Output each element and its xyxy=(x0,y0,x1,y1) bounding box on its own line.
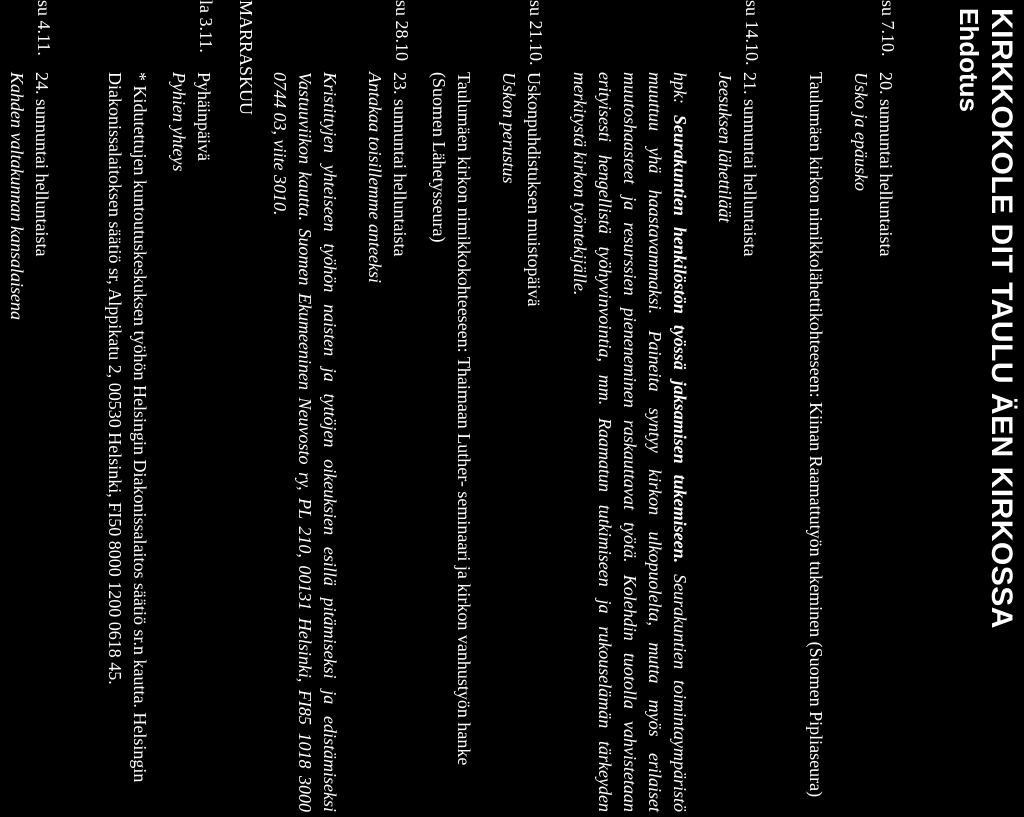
entry-day: 24. sunnuntai helluntaista xyxy=(32,72,52,257)
entry-body xyxy=(426,72,546,812)
appeal-title: Seurakuntien henkilöstön työssä jaksamisen tukemiseen. xyxy=(670,114,690,564)
entry-appeal xyxy=(567,72,692,812)
entry-day: 20. sunnuntai helluntaista xyxy=(876,72,896,257)
entry-note: * Kidutettujen kuntoutuskeskuksen työhön Helsingin Diakonissalaitos säätiö sr.n kautta. Helsingin Diakonissalaitoksen säätiö sr, Alppikatu 2, 00530 Helsinki, FI50 8000 1200 0618 45. xyxy=(105,72,150,783)
entry-date: la 3.11. xyxy=(196,0,216,53)
entry-body xyxy=(102,72,216,812)
entry-day: 21. sunnuntai helluntaista xyxy=(740,72,760,257)
entry-body xyxy=(803,72,898,812)
entry-theme: Pyhien yhteys xyxy=(169,72,189,172)
month-heading: MARRASKUU xyxy=(236,0,256,116)
entry-theme: Jeesuksen lähettiläät xyxy=(715,72,735,223)
entry-theme: Antakaa toisillemme anteeksi xyxy=(365,72,385,283)
entry-theme: Uskon perustus xyxy=(499,72,519,184)
entry-day: Pyhäinpäivä xyxy=(194,72,214,161)
entry-note: Taulumäen kirkon nimikkolähettikohteeseen: Kiinan Raamattutyön tukeminen (Suomen Pipliaseura) xyxy=(806,72,826,798)
entry-date: su 28.10 xyxy=(392,0,412,62)
entry-appeal: Kristittyjen yhteiseen työhön naisten ja tyttöjen oikeuksien esillä pitämiseksi ja edistämiseksi Vastuuviikon kautta. Suomen Ekumeeninen Neuvosto ry, PL 210, 00131 Helsinki, FI85 1018 3000 0744 03, viite 3010. xyxy=(270,72,340,812)
entry-theme: Usko ja epäusko xyxy=(851,72,871,191)
entry-date: su 14.10. xyxy=(742,0,762,66)
entry-theme: Kahden valtakunnan kansalaisena xyxy=(7,72,27,320)
entry-date: su 21.10. xyxy=(526,0,546,66)
entry-date: su 4.11. xyxy=(34,0,54,56)
entry-day: 23. sunnuntai helluntaista xyxy=(390,72,410,257)
entry-date: su 7.10. xyxy=(878,0,898,57)
entry-body xyxy=(267,72,412,812)
page-title: KIRKKOKOLE DIT TAULU ÄEN KIRKOSSA xyxy=(985,8,1018,629)
entry-body xyxy=(4,72,54,812)
appeal-text: Seurakuntien toimintaympäristö muuttuu yhä haastavammaksi. Paineita syntyy kirkon ulkopuolelta, mutta myös erilaiset muutoshaasteet ja resurssien pieneneminen raskauttavat työtä. Kolehdin tuotolla vahvistetaan erityisesti hengellistä työhyvinvointia, mm. Raamatun tutkimiseen ja rukouselämän tärkeyden merkitystä kirkon työntekijälle. xyxy=(570,72,690,812)
page-subtitle: Ehdotus xyxy=(954,8,984,112)
appeal-lead: hpk: xyxy=(670,72,690,115)
entry-day: Uskonpuhdistuksen muistopäivä xyxy=(524,72,544,307)
entry-body xyxy=(567,72,762,812)
entry-note: Taulumäen kirkon nimikkokohteeseen: Thaimaan Luther- seminaari ja kirkon vanhustyön hanke (Suomen Lähetysseura) xyxy=(429,72,474,766)
